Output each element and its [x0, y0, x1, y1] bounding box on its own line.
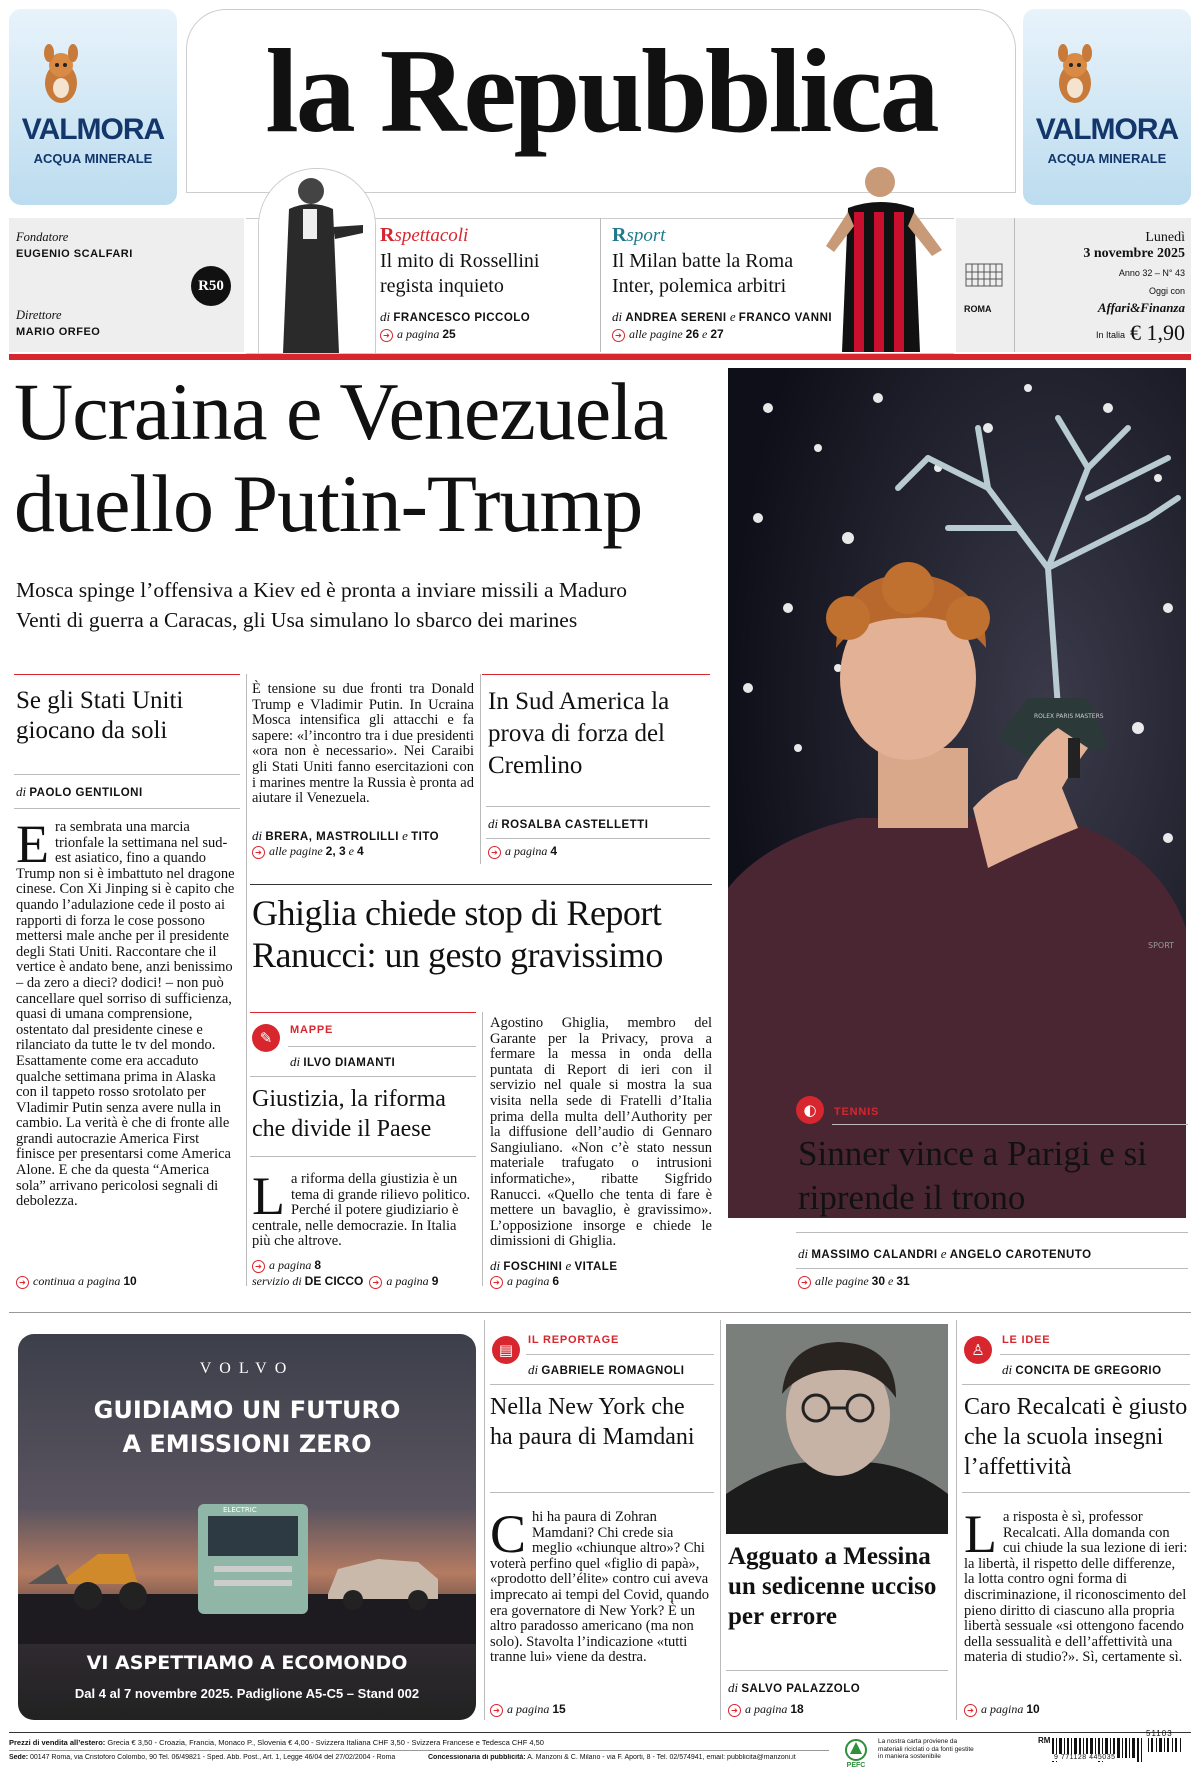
page-numbers: 2, 3 — [325, 844, 346, 858]
pefc-text: La nostra carta proviene da materiali riciclati o da fonti gestite in maniera sostenibile — [878, 1738, 974, 1760]
deer-icon — [39, 43, 83, 109]
byline-author: SALVO PALAZZOLO — [741, 1683, 861, 1695]
arrow-icon: ➔ — [380, 329, 393, 342]
director-name: MARIO ORFEO — [16, 326, 101, 338]
page-text[interactable]: alle pagine — [815, 1274, 869, 1288]
arrow-icon: ➔ — [252, 1260, 265, 1273]
colosseum-icon — [964, 258, 1004, 293]
page-number: 26 — [685, 327, 700, 341]
date-label: 3 novembre 2025 — [1083, 246, 1185, 261]
south-america-headline[interactable]: In Sud America la prova di forza del Cremlino — [488, 688, 670, 779]
supplement-label: Oggi con — [1148, 286, 1185, 296]
city-label: ROMA — [964, 304, 992, 314]
page-number: 10 — [1026, 1702, 1040, 1716]
byline-conj: e — [402, 828, 408, 843]
ads-label: Concessionaria di pubblicità: — [428, 1754, 526, 1761]
reportage-icon: ▤ — [492, 1336, 520, 1364]
valmora-tagline: ACQUA MINERALE — [1047, 151, 1167, 166]
mappe-body — [252, 1166, 474, 1250]
reportage-body — [490, 1504, 712, 1666]
volvo-line-2: A EMISSIONI ZERO — [122, 1430, 372, 1458]
page-text[interactable]: a pagina — [507, 1274, 550, 1288]
section-letter: R — [612, 224, 627, 246]
byline-conj: e — [565, 1258, 572, 1273]
page-number-last: 4 — [357, 844, 364, 858]
messina-headline[interactable]: Agguato a Messina un sedicenne ucciso per errore — [728, 1543, 937, 1630]
founder-label: Fondatore — [16, 230, 69, 244]
dropcap: L — [252, 1166, 285, 1226]
byline-by: di — [528, 1362, 539, 1377]
idee-headline[interactable]: Caro Recalcati è giusto che la scuola insegni l’affettività — [964, 1394, 1188, 1480]
byline-by: di — [488, 816, 499, 831]
section-name: spettacoli — [394, 225, 469, 246]
founder-panel — [9, 218, 244, 352]
page-text: a pagina — [397, 327, 440, 341]
teaser-spettacoli[interactable] — [380, 224, 600, 348]
day-label: Lunedì — [1145, 230, 1185, 245]
dropcap: E — [16, 820, 49, 874]
byline-author-2: FRANCO VANNI — [738, 312, 833, 324]
page-text[interactable]: a pagina — [745, 1702, 788, 1716]
tennis-ball-icon: ◐ — [796, 1096, 824, 1124]
byline-by: di — [490, 1258, 501, 1273]
byline-by: di — [380, 309, 391, 324]
volvo-line-1: GUIDIAMO UN FUTURO — [93, 1396, 401, 1424]
barcode — [1052, 1729, 1188, 1762]
seat-label: Sede: — [9, 1754, 29, 1761]
page-conj: e — [888, 1274, 894, 1288]
lead-headline[interactable]: Ucraina e Venezuela duello Putin-Trump — [14, 366, 668, 549]
byline-by: di — [252, 828, 263, 843]
arrow-icon: ➔ — [16, 1276, 29, 1289]
milan-player-photo — [820, 160, 952, 352]
tennis-headline[interactable]: Sinner vince a Parigi e si riprende il trono — [798, 1134, 1147, 1217]
editorial-body — [16, 820, 238, 1272]
valmora-tagline: ACQUA MINERALE — [33, 151, 153, 166]
issue-label: Anno 32 – N° 43 — [1118, 268, 1185, 278]
arrow-icon: ➔ — [490, 1704, 503, 1717]
byline-by: di — [728, 1680, 739, 1695]
idee-icon: ♙ — [964, 1336, 992, 1364]
seat-text: 00147 Roma, via Cristoforo Colombo, 90 Tel. 06/49821 - Sped. Abb. Post., Art. 1, Legge 46/04 del 27/02/2004 - Roma — [30, 1754, 396, 1761]
page-number: 30 — [871, 1274, 886, 1288]
dropcap: C — [490, 1504, 527, 1564]
date-panel — [956, 218, 1191, 352]
byline-by: di — [612, 309, 623, 324]
reportage-headline[interactable]: Nella New York che ha paura di Mamdani — [490, 1394, 695, 1450]
volvo-brand: VOLVO — [199, 1360, 295, 1377]
volvo-cta: VI ASPETTIAMO A ECOMONDO — [86, 1652, 408, 1674]
section-letter: R — [380, 224, 395, 246]
arrow-icon: ➔ — [488, 846, 501, 859]
deer-icon — [1053, 43, 1097, 109]
prices-text: Grecia € 3,50 - Croazia, Francia, Monaco P., Slovenia € 4,00 - Svizzera Italiana CHF 3,50 - Svizzera Francese e Tedesca CHF 4,50 — [107, 1738, 544, 1747]
byline-by: di — [16, 784, 27, 799]
page-text[interactable]: a pagina — [981, 1702, 1024, 1716]
page-text[interactable]: continua a pagina — [33, 1274, 121, 1288]
mappe-text: a riforma della giustizia è un tema di grande rilievo politico. Perché il potere giudiziario è centrale, nelle democrazie. In Italia più che altrove. — [252, 1171, 471, 1250]
section-name: sport — [626, 225, 666, 246]
report-body: Agostino Ghiglia, membro del Garante per la Privacy, prova a fermare la messa in onda della puntata di Report di ieri con il servizio nel quale si mostra la sua visita nella sede di Fratelli d’Italia prima della multa dell’Authority per la diffusione dell’audio di Gennaro Sangiuliano. «Non c’è stato nessun materiale trafugato o intrusioni informatiche», ribatte Sigfrido Ranucci. «Quello che tenta di fare è mettere un bavaglio, è gravissimo». L’opposizione insorge e chiede le dimissioni di Ghiglia. — [490, 1015, 712, 1250]
service-author: DE CICCO — [304, 1274, 364, 1288]
rossellini-photo — [258, 168, 376, 353]
page-number-2: 31 — [896, 1274, 910, 1288]
founder-name: EUGENIO SCALFARI — [16, 248, 133, 260]
byline-author-2: VITALE — [574, 1261, 618, 1273]
byline-by: di — [1002, 1362, 1013, 1377]
anniversary-badge: R50 — [191, 266, 231, 306]
summary-author-3: TITO — [411, 831, 440, 843]
arrow-icon: ➔ — [252, 846, 265, 859]
ads-text: A. Manzoni & C. Milano - via F. Aporti, 8 - Tel. 02/574941, email: pubblicita@manzoni.it — [527, 1754, 796, 1761]
supplement-name: Affari&Finanza — [1097, 300, 1185, 315]
page-text[interactable]: a pagina — [505, 844, 548, 858]
byline-author-2: ANGELO CAROTENUTO — [949, 1249, 1092, 1261]
rm-label: RM — [1038, 1736, 1051, 1745]
newspaper-title[interactable]: la Repubblica — [265, 24, 937, 157]
arrow-icon: ➔ — [798, 1276, 811, 1289]
price-value: € 1,90 — [1130, 320, 1185, 345]
byline-author: CONCITA DE GREGORIO — [1015, 1365, 1162, 1377]
byline-author: MASSIMO CALANDRI — [811, 1249, 938, 1261]
page-conj: e — [348, 844, 354, 858]
summary-authors: BRERA, MASTROLILLI — [265, 831, 399, 843]
messina-photo[interactable] — [726, 1324, 948, 1534]
byline-author: ROSALBA CASTELLETTI — [501, 819, 649, 831]
dropcap: L — [964, 1504, 997, 1564]
trophy-text: ROLEX PARIS MASTERS — [1034, 713, 1104, 720]
footer-ads — [428, 1754, 828, 1761]
byline-conj: e — [940, 1246, 947, 1261]
reportage-label: IL REPORTAGE — [528, 1334, 620, 1346]
byline-by: di — [798, 1246, 809, 1261]
service-page: 9 — [431, 1274, 439, 1288]
svg-text:SPORT: SPORT — [1148, 941, 1175, 950]
teaser-headline: Il Milan batte la Roma Inter, polemica arbitri — [612, 250, 794, 297]
page-text[interactable]: alle pagine — [269, 844, 323, 858]
arrow-icon: ➔ — [964, 1704, 977, 1717]
editorial-author: PAOLO GENTILONI — [29, 787, 143, 799]
arrow-icon: ➔ — [490, 1276, 503, 1289]
page-text: alle pagine — [629, 327, 683, 341]
page-number: 10 — [123, 1274, 137, 1288]
barcode-number: 9 771128 445035 — [1054, 1754, 1116, 1761]
director-label: Direttore — [16, 308, 62, 322]
byline-author: FOSCHINI — [503, 1261, 563, 1273]
page-number: 15 — [552, 1702, 566, 1716]
truck-label: ELECTRIC — [223, 1506, 257, 1514]
page-number: 25 — [442, 327, 456, 341]
pefc-logo — [838, 1736, 874, 1772]
page-number-2: 27 — [710, 327, 724, 341]
service-text: servizio di — [252, 1274, 302, 1288]
volvo-ad[interactable] — [18, 1334, 476, 1720]
byline-author: FRANCESCO PICCOLO — [393, 312, 531, 324]
byline-author: ILVO DIAMANTI — [303, 1057, 396, 1069]
volvo-details: Dal 4 al 7 novembre 2025. Padiglione A5-C5 – Stand 002 — [74, 1686, 420, 1701]
arrow-icon: ➔ — [369, 1276, 382, 1289]
lead-subhead-1: Mosca spinge l’offensiva a Kiev ed è pronta a inviare missili a Maduro — [16, 578, 627, 602]
page-number: 6 — [552, 1274, 560, 1288]
masthead-red-rule — [9, 354, 1191, 360]
teaser-sport[interactable]: Rsport Il Milan batte la Roma Inter, polemica arbitri di ANDREA SERENI e FRANCO VANNI ➔ alle pagine 26 e 27 — [612, 224, 833, 341]
arrow-icon: ➔ — [612, 329, 625, 342]
footer-prices — [9, 1738, 829, 1747]
reportage-text: hi ha paura di Zohran Mamdani? Chi crede sia meglio «chiunque altro»? Chi voterà perfino quel «figlio di papà», «prodotto dell’élite» contro cui aveva imprecato ai tempi del Covid, quando era governatore di New York? È un altro paradosso americano (ma non solo). Stavolta l’indicazione «tutti tranne lui» viene da destra. — [490, 1509, 710, 1666]
sinner-photo[interactable] — [728, 368, 1186, 1218]
valmora-logo: VALMORA — [21, 113, 165, 146]
service-page-text[interactable]: a pagina — [386, 1274, 429, 1288]
byline-author: ANDREA SERENI — [625, 312, 727, 324]
report-headline[interactable]: Ghiglia chiede stop di Report Ranucci: un gesto gravissimo — [252, 893, 663, 975]
page-text[interactable]: a pagina — [269, 1258, 312, 1272]
lead-subhead-2: Venti di guerra a Caracas, gli Usa simulano lo sbarco dei marines — [16, 608, 578, 632]
valmora-logo: VALMORA — [1035, 113, 1179, 146]
volvo-vehicles — [18, 1474, 476, 1644]
lead-summary: È tensione su due fronti tra Donald Trump e Vladimir Putin. In Ucraina Mosca intensifica gli attacchi e fa sapere: «l’incontro tra i due presidenti «ora non è necessario». Nei Caraibi gli Stati Uniti fanno esercitazioni con i marines mentre la Russia è pronta ad aiutare il Venezuela. — [252, 681, 474, 807]
mappe-headline[interactable]: Giustizia, la riforma che divide il Paese — [252, 1086, 446, 1142]
byline-author: GABRIELE ROMAGNOLI — [541, 1365, 685, 1377]
price-label: In Italia — [1095, 330, 1125, 340]
page-number: 18 — [790, 1702, 804, 1716]
prices-label: Prezzi di vendita all’estero: — [9, 1738, 106, 1747]
idee-label: LE IDEE — [1002, 1334, 1051, 1346]
page-text[interactable]: a pagina — [507, 1702, 550, 1716]
editorial-text: ra sembrata una marcia trionfale la settimana nel sud-est asiatico, fino a quando Trump non si è imbattuto nel dragone cinese. Con Xi Jinping si è capito che quando l’adulazione cede il posto ai rapporti di forza le cose possono mettersi male anche per il presidente degli Stati Uniti. Raccontare che il vertice è andato bene, anzi benissimo – da zero a dieci? dodici! – non può cancellare quel sorriso di sufficienza, quasi di umana comprensione, ostentato dal presidente cinese e rilanciato da tutte le tv del mondo. Esattamente come era accaduto qualche settimana prima in Alaska con il tappeto rosso srotolato per Vladimir Putin senza avere nulla in cambio. La verità è che di fronte alle grandi autocrazie America First finisce per presentarsi come America Alone. E che da questa “America sola” arrivano pericolosi segnali di debolezza. — [16, 820, 235, 1210]
editorial-headline[interactable]: Se gli Stati Uniti giocano da soli — [16, 687, 184, 744]
footer-seat — [9, 1754, 419, 1761]
teaser-headline: Il mito di Rossellini regista inquieto — [380, 250, 540, 297]
mappe-icon: ✎ — [252, 1024, 280, 1052]
ad-valmora-left[interactable] — [9, 9, 177, 205]
idee-body — [964, 1504, 1188, 1666]
pefc-label: PEFC — [846, 1762, 866, 1769]
teaser-divider — [600, 218, 601, 352]
tennis-label: TENNIS — [834, 1106, 880, 1118]
barcode-code: 51103 — [1146, 1729, 1173, 1738]
mappe-label: MAPPE — [290, 1024, 334, 1036]
page-number: 8 — [314, 1258, 322, 1272]
byline-by: di — [290, 1054, 301, 1069]
arrow-icon: ➔ — [728, 1704, 741, 1717]
idee-text: a risposta è sì, professor Recalcati. Alla domanda con cui chiude la sua lezione di ieri: la libertà, il rispetto delle differenze, la lotta contro ogni forma di discriminazione, il riconoscimento del pieno diritto di ciascuno alla propria libertà sessuale «si ottengono facendo della sessualità e dell’affettività una materia di studio?». Sì, certamente sì. — [964, 1509, 1188, 1666]
page-number: 4 — [550, 844, 558, 858]
byline-conj: e — [729, 309, 736, 324]
ad-valmora-right[interactable] — [1023, 9, 1191, 205]
